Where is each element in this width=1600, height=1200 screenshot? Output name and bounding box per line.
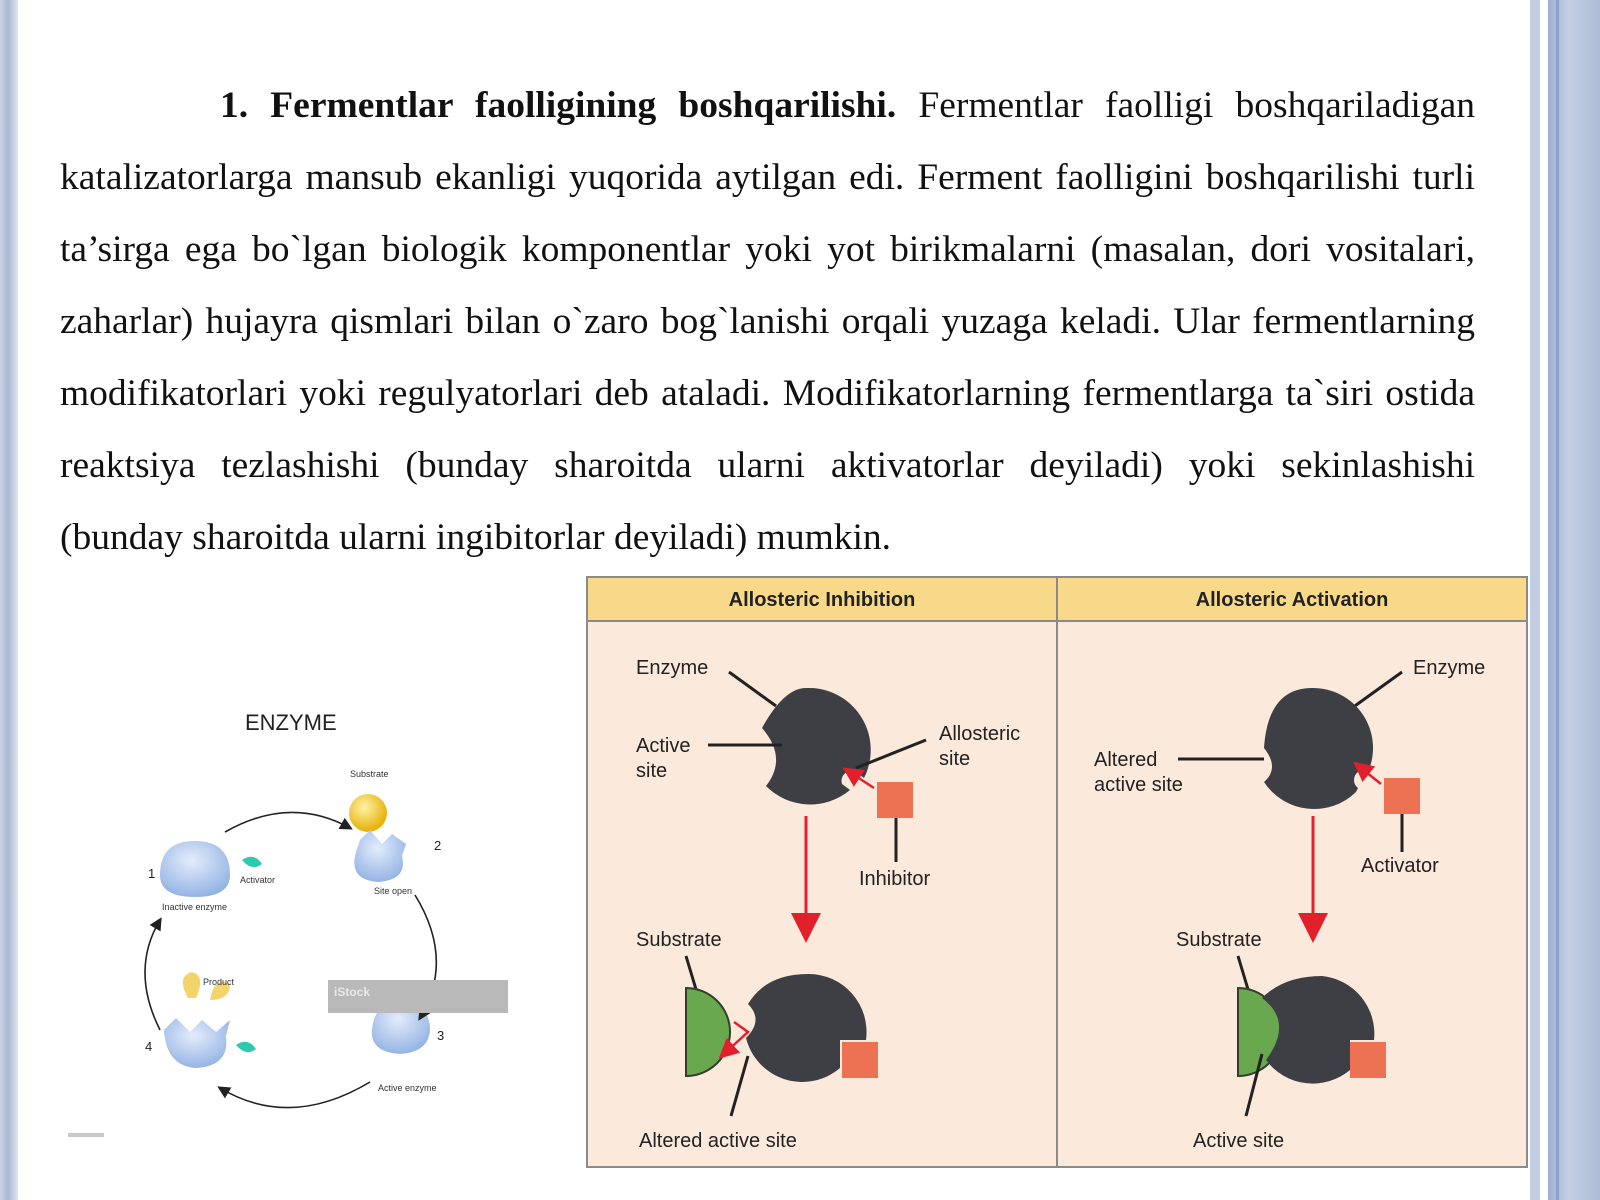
enzyme-cycle-diagram: [60, 700, 540, 1160]
enzyme-label: Enzyme: [636, 657, 709, 679]
right-decor-border: [1526, 0, 1600, 1200]
activator-bound-square: [1350, 1042, 1386, 1078]
enzyme-label: Enzyme: [1413, 657, 1486, 679]
active-site-label: Active site: [1193, 1130, 1285, 1152]
body-text: [60, 70, 1475, 574]
activation-header: Allosteric Activation: [1195, 589, 1389, 611]
activator-label: Activator: [1361, 855, 1439, 877]
inhibitor-square: [877, 782, 913, 818]
left-decor-stripe: [0, 0, 18, 1200]
paragraph: [60, 70, 1475, 574]
product-enzyme: [164, 1018, 230, 1068]
watermark-text: iStock: [334, 985, 371, 999]
step-number-4: 4: [145, 1039, 153, 1054]
step-number-1: 1: [148, 866, 156, 881]
active-site-label: Active: [636, 735, 691, 757]
activator-square: [1384, 778, 1420, 814]
inhibitor-label: Inhibitor: [859, 868, 931, 890]
released-activator: [236, 1042, 256, 1052]
inactive-enzyme-label: Inactive enzyme: [162, 902, 228, 912]
step-number-2: 2: [434, 838, 442, 853]
allosteric-site-label-2: site: [939, 748, 971, 770]
activator-label: Activator: [240, 875, 276, 885]
activator-shape: [242, 857, 262, 867]
site-open-label: Site open: [374, 886, 413, 896]
cycle-arrow: [145, 920, 160, 1030]
inactive-enzyme: [160, 841, 230, 897]
substrate-label: Substrate: [636, 929, 722, 951]
altered-site-label-2: active site: [1094, 774, 1183, 796]
cycle-arrow: [220, 1082, 370, 1108]
substrate-label: Substrate: [350, 769, 389, 779]
scale-bar: [68, 1133, 104, 1137]
cycle-arrow: [225, 812, 350, 832]
altered-active-site-label: Altered active site: [639, 1130, 797, 1152]
step-number-3: 3: [437, 1028, 445, 1043]
active-site-label-2: site: [636, 760, 668, 782]
active-enzyme-label: Active enzyme: [378, 1083, 437, 1093]
product-shape: [183, 972, 200, 998]
open-enzyme: [354, 830, 406, 882]
allosteric-regulation-figure: [586, 576, 1528, 1168]
substrate-label: Substrate: [1176, 929, 1262, 951]
altered-site-label: Altered: [1094, 749, 1158, 771]
substrate-ball: [349, 794, 387, 832]
inhibitor-bound-square: [842, 1042, 878, 1078]
product-label: Product: [203, 977, 235, 987]
section-heading: 1. Fermentlar faolligining boshqarilishi.: [220, 85, 897, 126]
inhibition-header: Allosteric Inhibition: [728, 589, 916, 611]
paragraph-body: Fermentlar faolligi boshqariladigan katalizatorlarga mansub ekanligi yuqorida aytilgan edi. Ferment faolligini boshqarilishi turli ta’sirga ega bo`lgan biologik komponentlar yoki yot birikmalarni (masalan, dori vositalari, zaharlar) hujayra qismlari bilan o`zaro bog`lanishi orqali yuzaga keladi. Ular fermentlarning modifikatorlari yoki regulyatorlari deb ataladi. Modifikatorlarning fermentlarga ta`siri ostida reaktsiya tezlashishi (bunday sharoitda ularni aktivatorlar deyiladi) yoki sekinlashishi (bunday sharoitda ularni ingibitorlar deyiladi) mumkin.: [60, 85, 1475, 558]
allosteric-site-label: Allosteric: [939, 723, 1021, 745]
cycle-title: ENZYME: [245, 710, 337, 735]
